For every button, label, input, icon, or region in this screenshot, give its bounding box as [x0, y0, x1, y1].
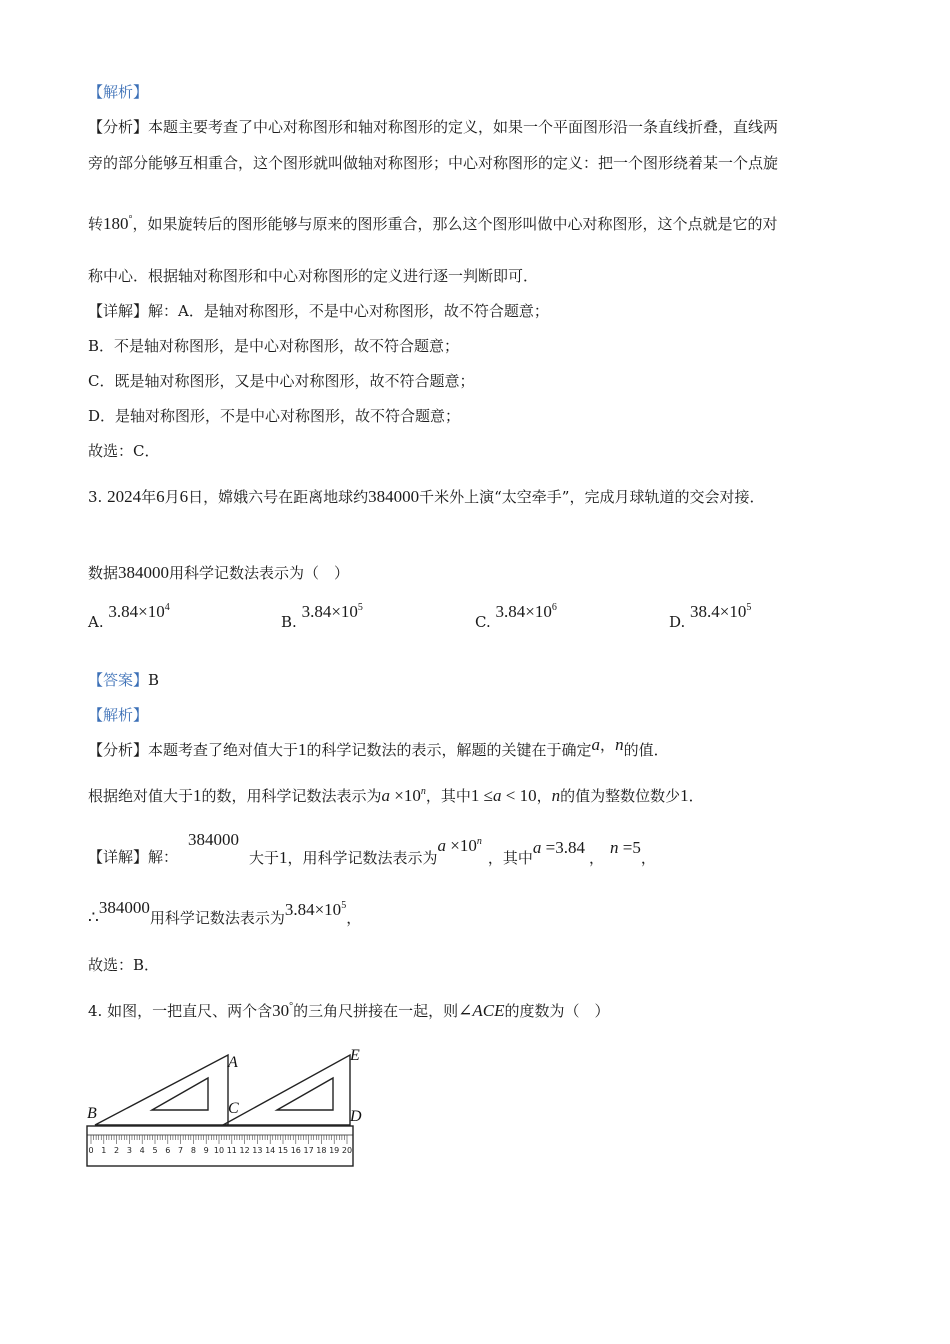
xj-b: 大于: [249, 849, 280, 867]
rule-d: ，: [536, 787, 552, 805]
ruler-number: 6: [165, 1146, 171, 1155]
ruler-number: 8: [190, 1146, 196, 1155]
xiangjie-heading: 【详解】: [88, 302, 149, 320]
q3-xiangjie-line: [88, 847, 178, 867]
ruler-number: 16: [290, 1146, 301, 1155]
rule-e: 的值为整数位数少: [560, 787, 681, 805]
var-n: n: [615, 735, 624, 754]
deg-sign: °: [128, 214, 133, 225]
xj-c: ，用科学记数法表示为: [287, 849, 438, 867]
label-a: A: [228, 1054, 238, 1071]
q3-fenxi-one: 1: [298, 740, 307, 759]
q3-month: 6: [156, 487, 165, 506]
ruler-number: 18: [316, 1146, 327, 1155]
xiangjie-line-b: B．不是轴对称图形，是中心对称图形，故不符合题意；: [88, 337, 460, 355]
q3-day: 6: [179, 487, 189, 506]
exp-n: n: [476, 836, 482, 847]
tf-b: 用科学记数法表示为: [149, 909, 285, 927]
times-ten-base: ×10: [446, 836, 477, 855]
xj-number: 384000: [188, 830, 239, 849]
tf-exp: 5: [341, 900, 347, 911]
exp-n: n: [420, 786, 426, 797]
q3-stem-a: 年: [141, 488, 157, 506]
ruler-number: 7: [178, 1146, 184, 1155]
label-e: E: [350, 1047, 360, 1064]
q3-stem-line-1: [88, 487, 764, 507]
xj-d: ，其中: [487, 849, 533, 867]
n-value: =5: [618, 838, 641, 857]
ruler-numbers: [88, 1146, 352, 1155]
option-value: [108, 602, 169, 621]
label-c: C: [228, 1100, 239, 1117]
label-b: B: [87, 1105, 97, 1122]
option-label: C.: [475, 613, 491, 631]
ruler-number: 2: [114, 1146, 120, 1155]
triangle-cde-inner: [277, 1078, 333, 1110]
times-ten-base: ×10: [390, 786, 421, 805]
q3-fenxi-line: [88, 735, 669, 760]
ruler-number: 13: [252, 1146, 263, 1155]
ruler-number: 12: [239, 1146, 250, 1155]
var-n: n: [610, 838, 619, 857]
deg-sign: °: [289, 1001, 294, 1012]
xiangjie-a: 解：A．是轴对称图形，不是中心对称图形，故不符合题意；: [148, 302, 549, 320]
ruler-number: 19: [329, 1146, 340, 1155]
jiexi-heading: 【解析】: [88, 83, 149, 101]
tf-c: ，: [346, 909, 362, 927]
angle-ace: ∠ACE: [458, 1001, 505, 1020]
xj-f: ，: [640, 849, 656, 867]
ruler-number: 20: [341, 1146, 353, 1155]
ineq-right: < 10: [501, 786, 537, 805]
fenxi-l3-b: ，如果旋转后的图形能够与原来的图形重合，那么这个图形叫做中心对称图形，这个点就是它的对: [132, 215, 778, 233]
var-a: a: [437, 836, 447, 855]
ruler-triangles-figure: [80, 1040, 370, 1175]
var-a: a: [532, 838, 542, 857]
q3-stem2-number: 384000: [118, 563, 170, 582]
answer-heading: 【答案】: [88, 671, 149, 689]
q3-stem2-b: 用科学记数法表示为（ ）: [169, 564, 350, 582]
times-ten: [390, 786, 426, 805]
fenxi-line-2: 旁的部分能够互相重合，这个图形就叫做轴对称图形；中心对称图形的定义：把一个图形绕着某一个点旋: [88, 154, 779, 172]
q3-rule-line: [88, 786, 704, 806]
q3-therefore-line: [88, 898, 362, 928]
label-d: D: [350, 1108, 362, 1125]
option-label: A.: [88, 613, 104, 631]
option-base: 38.4×10: [690, 602, 747, 621]
therefore-symbol: ∴: [88, 908, 99, 927]
var-n: n: [551, 786, 561, 805]
xj-one: 1: [279, 848, 288, 867]
option-label: B.: [281, 613, 297, 631]
option-value: [690, 602, 751, 621]
ruler-number: 5: [152, 1146, 158, 1155]
var-a: a: [492, 786, 502, 805]
option-value: [496, 602, 557, 621]
option-exponent: 6: [551, 602, 557, 613]
xiangjie-line-c: C．既是轴对称图形，又是中心对称图形，故不符合题意；: [88, 372, 475, 390]
tf-base: 3.84×10: [284, 900, 342, 919]
q4-stem-c: 的度数为（ ）: [504, 1002, 610, 1020]
option-base: 3.84×10: [301, 602, 358, 621]
q3-fenxi-b: 的科学记数法的表示，解题的关键在于确定: [306, 741, 592, 759]
option-exponent: 5: [357, 602, 363, 613]
rule-one: 1: [193, 786, 202, 805]
q3-year: 2024: [107, 487, 142, 506]
xj-a: 解：: [148, 848, 179, 866]
fenxi-line-4: 称中心．根据轴对称图形和中心对称图形的定义进行逐一判断即可．: [88, 267, 539, 285]
var-a: a: [381, 786, 391, 805]
ruler-number: 14: [265, 1146, 276, 1155]
a-value: =3.84: [541, 838, 585, 857]
option-base: 3.84×10: [495, 602, 552, 621]
xj-e: ，: [588, 849, 604, 867]
ruler-number: 4: [139, 1146, 145, 1155]
q2-answer-choice: 故选：C．: [88, 442, 160, 460]
rule-one-2: 1: [680, 786, 689, 805]
q4-number: 4.: [88, 1002, 103, 1020]
rule-c: ，其中: [425, 787, 471, 805]
fenxi-heading: 【分析】: [88, 118, 149, 136]
q3-stem2-a: 数据: [88, 564, 119, 582]
q3-answer-line: [88, 670, 159, 690]
q3-number: 3.: [88, 488, 103, 506]
q3-jiexi-heading: 【解析】: [88, 706, 149, 724]
triangles: [95, 1055, 350, 1125]
q4-stem-line: [88, 1001, 610, 1021]
fenxi-line-3: [88, 214, 778, 234]
answer-value: B: [148, 671, 160, 689]
q4-stem-a: 如图，一把直尺、两个含: [107, 1002, 273, 1020]
ruler-number: 9: [203, 1146, 209, 1155]
xiangjie-line-a: [88, 301, 549, 321]
q3-distance: 384000: [368, 487, 420, 506]
angle-180: [103, 214, 133, 233]
option-exponent: 4: [164, 602, 170, 613]
fenxi-l3-a: 转: [88, 215, 104, 233]
q3-xiangjie-rest: [249, 836, 656, 868]
rule-f: ．: [688, 787, 704, 805]
angle-30: [272, 1001, 293, 1020]
ruler-number: 0: [88, 1146, 94, 1155]
rule-b: 的数，用科学记数法表示为: [201, 787, 382, 805]
option-base: 3.84×10: [108, 602, 165, 621]
q3-stem-c: 日，嫦娥六号在距离地球约: [188, 488, 369, 506]
triangle-cde: [223, 1055, 350, 1125]
q3-fenxi-heading: 【分析】: [88, 741, 149, 759]
q3-stem-line-2: [88, 563, 349, 583]
q4-stem-b: 的三角尺拼接在一起，则: [293, 1002, 459, 1020]
q3-fenxi-a: 本题考查了绝对值大于: [148, 741, 299, 759]
q3-xiangjie-math: [188, 832, 239, 852]
q3-fenxi-comma: ，: [600, 736, 616, 754]
option-label: D.: [669, 613, 686, 631]
ruler-number: 11: [226, 1146, 237, 1155]
q3-stem-b: 月: [164, 488, 180, 506]
deg-value: 30: [272, 1001, 290, 1020]
ruler-number: 15: [277, 1146, 289, 1155]
fenxi-text: 本题主要考查了中心对称图形和轴对称图形的定义，如果一个平面图形沿一条直线折叠，直线两: [148, 118, 779, 136]
ineq-left: 1 ≤: [470, 786, 493, 805]
ruler-number: 10: [213, 1146, 225, 1155]
ruler-number: 3: [126, 1146, 132, 1155]
q3-xiangjie-heading: 【详解】: [88, 848, 149, 866]
q3-answer-choice: 故选：B．: [88, 956, 160, 974]
ruler-ticks: [91, 1135, 347, 1144]
option-value: [302, 602, 363, 621]
option-exponent: 5: [746, 602, 752, 613]
q3-fenxi-c: 的值．: [623, 741, 669, 759]
ruler-number: 1: [101, 1146, 107, 1155]
var-a: a: [591, 735, 601, 754]
deg-value: 180: [103, 214, 129, 233]
fenxi-line-1: [88, 117, 778, 137]
tf-number: 384000: [98, 898, 150, 917]
xiangjie-line-d: D．是轴对称图形，不是中心对称图形，故不符合题意；: [88, 407, 461, 425]
q3-stem-d: 千米外上演“太空牵手”，完成月球轨道的交会对接．: [419, 488, 765, 506]
ruler-number: 17: [303, 1146, 314, 1155]
rule-a: 根据绝对值大于: [88, 787, 194, 805]
triangle-abc-inner: [152, 1078, 208, 1110]
